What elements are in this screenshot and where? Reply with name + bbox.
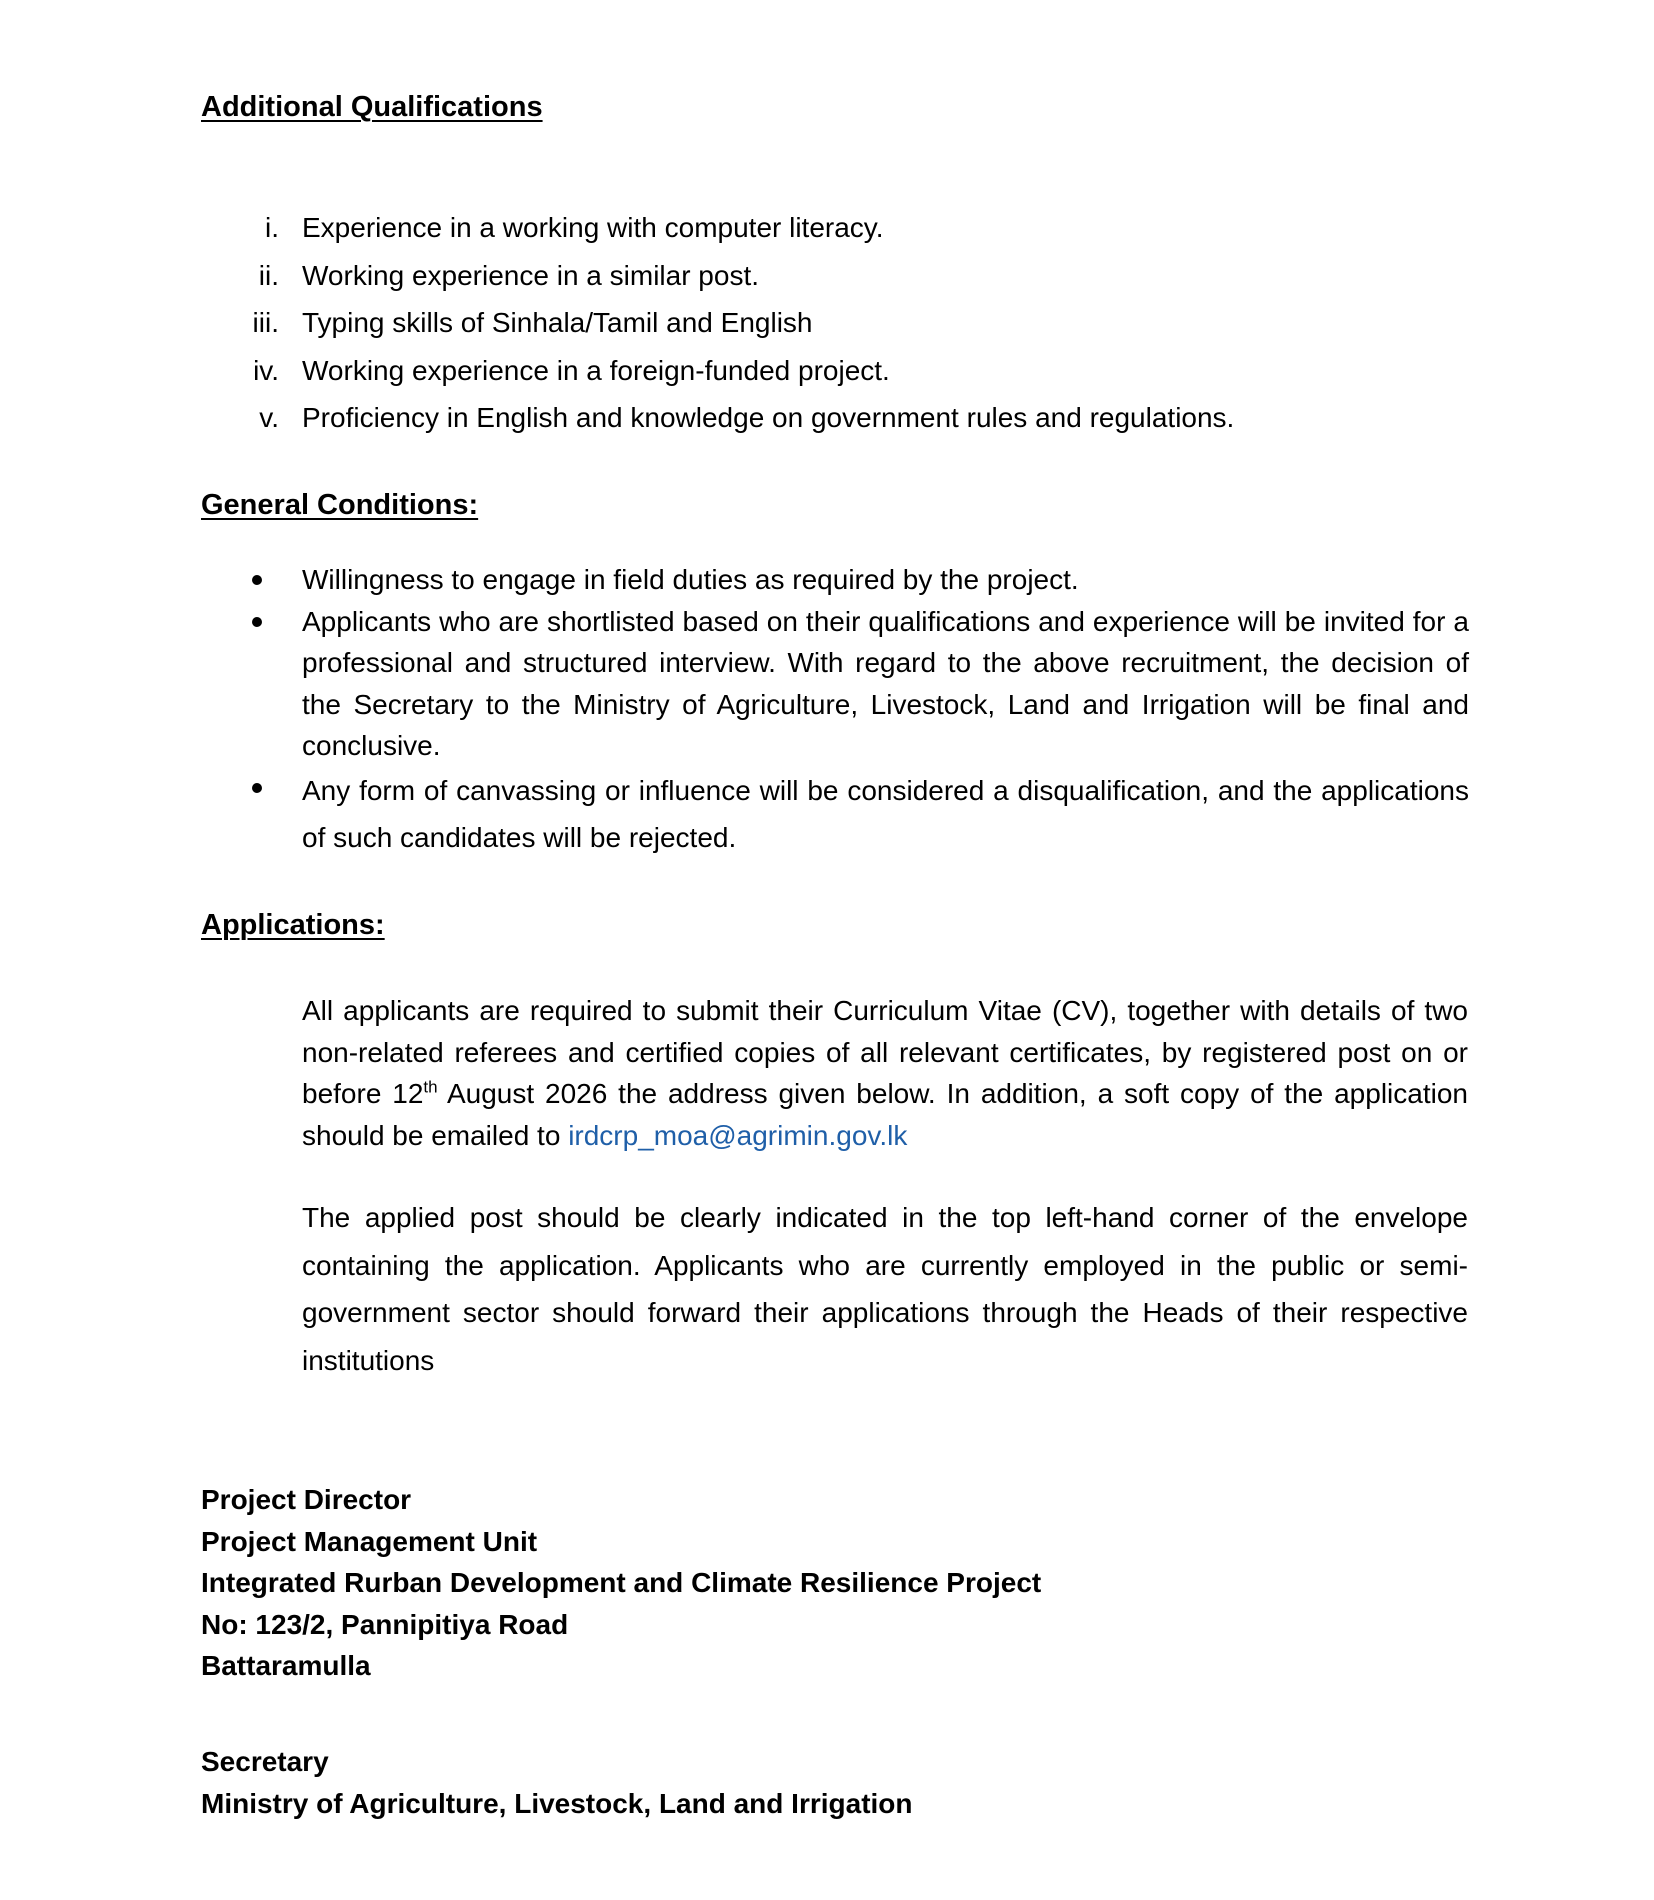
list-item <box>201 204 1501 252</box>
bullet-icon <box>252 617 262 627</box>
applications-heading: Applications: <box>201 909 385 941</box>
applications-paragraph-envelope: The applied post should be clearly indicated in the top left-hand corner of the envelope containing the application. Applicants who are currently employed in the public or semi-government sector should forward their applications through the Heads of their respective institutions <box>302 1202 1468 1376</box>
address-block-secretary <box>201 1741 913 1824</box>
address-line: Battaramulla <box>201 1650 371 1681</box>
list-item-text: Experience in a working with computer literacy. <box>302 212 884 243</box>
list-item <box>201 299 1501 347</box>
address-line: Secretary <box>201 1746 329 1777</box>
address-line: Integrated Rurban Development and Climate Resilience Project <box>201 1567 1042 1598</box>
list-item-text: Any form of canvassing or influence will be considered a disqualification, and the applications of such candidates will be rejected. <box>302 774 1469 853</box>
address-block-project-director <box>201 1479 1041 1687</box>
list-number: v. <box>259 402 279 433</box>
address-line: No: 123/2, Pannipitiya Road <box>201 1608 569 1640</box>
additional-qualifications-heading: Additional Qualifications <box>201 91 543 123</box>
address-line: Ministry of Agriculture, Livestock, Land and Irrigation <box>201 1787 913 1819</box>
applications-paragraph-submission <box>302 990 1468 1156</box>
address-line: Project Management Unit <box>201 1525 538 1557</box>
submission-text: All applicants are required to submit their Curriculum Vitae (CV), together with details of two non-related referees and certified copies of all relevant certificates, by registered post on or before 12 <box>302 995 1468 1109</box>
general-conditions-list <box>201 559 1469 861</box>
list-item <box>201 347 1501 395</box>
address-line: Project Director <box>201 1484 412 1515</box>
general-conditions-heading: General Conditions: <box>201 489 479 521</box>
list-item <box>201 559 1469 601</box>
bullet-icon <box>252 575 262 585</box>
list-item <box>201 767 1469 861</box>
list-item <box>201 601 1469 767</box>
list-item-text: Willingness to engage in field duties as required by the project. <box>302 564 1079 595</box>
additional-qualifications-list <box>201 204 1501 442</box>
ordinal-suffix: th <box>423 1077 438 1097</box>
list-item-text: Working experience in a foreign-funded project. <box>302 354 890 386</box>
list-item-text: Applicants who are shortlisted based on their qualifications and experience will be invited for a professional and structured interview. With regard to the above recruitment, the decision of the Secretary to the Ministry of Agriculture, Livestock, Land and Irrigation will be final and conclusive. <box>302 605 1469 761</box>
bullet-icon <box>252 783 262 793</box>
list-item-text: Typing skills of Sinhala/Tamil and English <box>302 307 813 338</box>
list-number: i. <box>265 212 279 243</box>
list-item <box>201 394 1501 442</box>
list-item-text: Working experience in a similar post. <box>302 259 760 291</box>
list-number: ii. <box>258 259 279 291</box>
submission-text-continued: August 2026 the address given below. In addition, a soft copy of the application should be emailed to <box>302 1078 1468 1151</box>
email-link[interactable]: irdcrp_moa@agrimin.gov.lk <box>568 1119 908 1151</box>
list-item-text: Proficiency in English and knowledge on government rules and regulations. <box>302 402 1235 433</box>
list-number: iv. <box>253 354 279 386</box>
list-number: iii. <box>252 307 279 338</box>
list-item <box>201 252 1501 300</box>
